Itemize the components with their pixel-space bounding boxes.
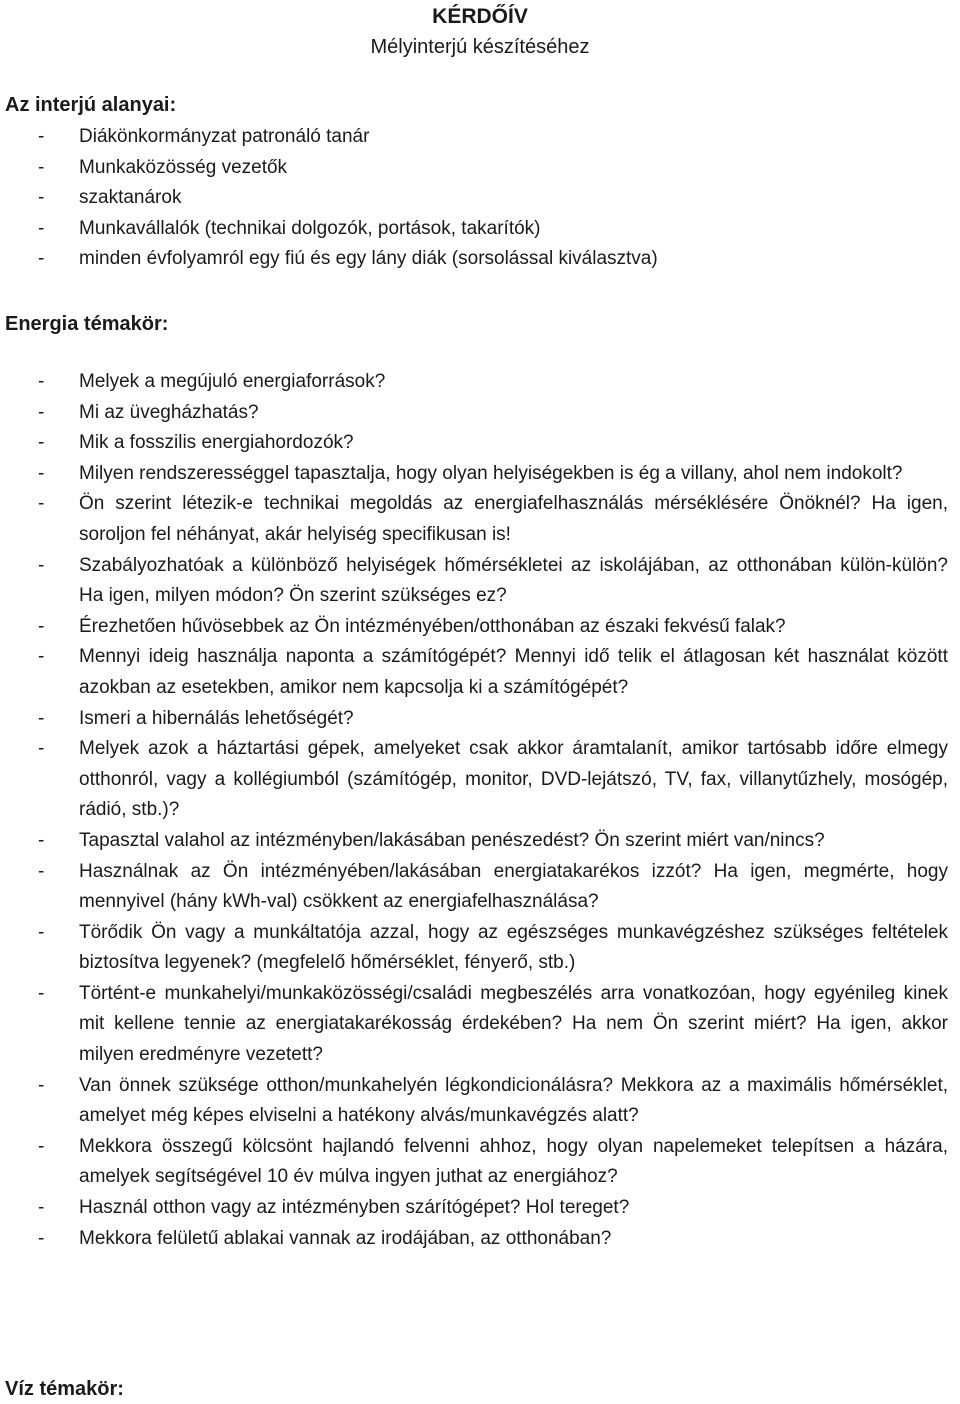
list-item: - Milyen rendszerességgel tapasztalja, hogy olyan helyiségekben is ég a villany, ahol nem indokolt? bbox=[38, 462, 903, 484]
document-title: KÉRDŐÍV bbox=[432, 5, 528, 28]
list-item: - Melyek azok a háztartási gépek, amelyeket csak akkor áramtalanít, amikor tartósabb időre elmegy otthonról, vagy a kollégiumból (számítógép, monitor, DVD-lejátszó, TV, fax, villanytűzhely, mosógép, rádió, stb.)? bbox=[38, 738, 948, 821]
list-item: - Munkavállalók (technikai dolgozók, portások, takarítók) bbox=[38, 217, 541, 239]
list-item: - Törődik Ön vagy a munkáltatója azzal, hogy az egészséges munkavégzéshez szükséges feltételek biztosítva legyenek? (megfelelő hőmérséklet, fényerő, stb.) bbox=[38, 921, 948, 974]
list-item: - Mi az üvegházhatás? bbox=[38, 401, 259, 423]
water-heading: Víz témakör: bbox=[5, 1378, 124, 1400]
list-item: - Használ otthon vagy az intézményben szárítógépet? Hol tereget? bbox=[38, 1197, 630, 1219]
document-subtitle: Mélyinterjú készítéséhez bbox=[370, 36, 590, 58]
list-item: - Mekkora összegű kölcsönt hajlandó felvenni ahhoz, hogy olyan napelemeket telepítsen a házára, amelyek segítségével 10 év múlva ingyen juthat az energiához? bbox=[38, 1135, 948, 1188]
energy-heading: Energia témakör: bbox=[5, 313, 169, 335]
list-item: - szaktanárok bbox=[38, 187, 182, 209]
list-item: - Használnak az Ön intézményében/lakásában energiatakarékos izzót? Ha igen, megmérte, hogy mennyivel (hány kWh-val) csökkent az energiafelhasználása? bbox=[38, 860, 948, 913]
list-item: - Mik a fosszilis energiahordozók? bbox=[38, 432, 354, 454]
list-item: - Ismeri a hibernálás lehetőségét? bbox=[38, 707, 354, 729]
subjects-heading: Az interjú alanyai: bbox=[5, 94, 177, 116]
list-item: - Szabályozhatóak a különböző helyiségek hőmérsékletei az iskolájában, az otthonában külön-külön? Ha igen, milyen módon? Ön szerint szükséges ez? bbox=[38, 554, 948, 607]
list-item: - Mekkora felületű ablakai vannak az irodájában, az otthonában? bbox=[38, 1227, 612, 1249]
list-item: - Munkaközösség vezetők bbox=[38, 156, 288, 178]
list-item: - Tapasztal valahol az intézményben/lakásában penészedést? Ön szerint miért van/nincs? bbox=[38, 829, 825, 851]
list-item: - Van önnek szüksége otthon/munkahelyén légkondicionálásra? Mekkora az a maximális hőmérséklet, amelyet még képes elviselni a hatékony alvás/munkavégzés alatt? bbox=[38, 1074, 948, 1127]
list-item: - Mennyi ideig használja naponta a számítógépét? Mennyi idő telik el átlagosan két használat között azokban az esetekben, amikor nem kapcsolja ki a számítógépét? bbox=[38, 646, 948, 698]
energy-questions-list bbox=[0, 367, 960, 1254]
subjects-list bbox=[0, 122, 960, 275]
list-item: - Érezhetően hűvösebbek az Ön intézményében/otthonában az északi fekvésű falak? bbox=[38, 615, 786, 637]
list-item: - Diákönkormányzat patronáló tanár bbox=[38, 126, 370, 147]
list-item: - minden évfolyamról egy fiú és egy lány diák (sorsolással kiválasztva) bbox=[38, 248, 658, 270]
list-item: - Történt-e munkahelyi/munkaközösségi/családi megbeszélés arra vonatkozóan, hogy egyénileg kinek mit kellene tennie az energiatakarékosság érdekében? Ha nem Ön szerint miért? Ha igen, akkor milyen eredményre vezetett? bbox=[38, 982, 948, 1066]
list-item: - Melyek a megújuló energiaforrások? bbox=[38, 371, 386, 392]
list-item: - Ön szerint létezik-e technikai megoldás az energiafelhasználás mérséklésére Önöknél? Ha igen, soroljon fel néhányat, akár helyiség specifikusan is! bbox=[38, 493, 948, 545]
